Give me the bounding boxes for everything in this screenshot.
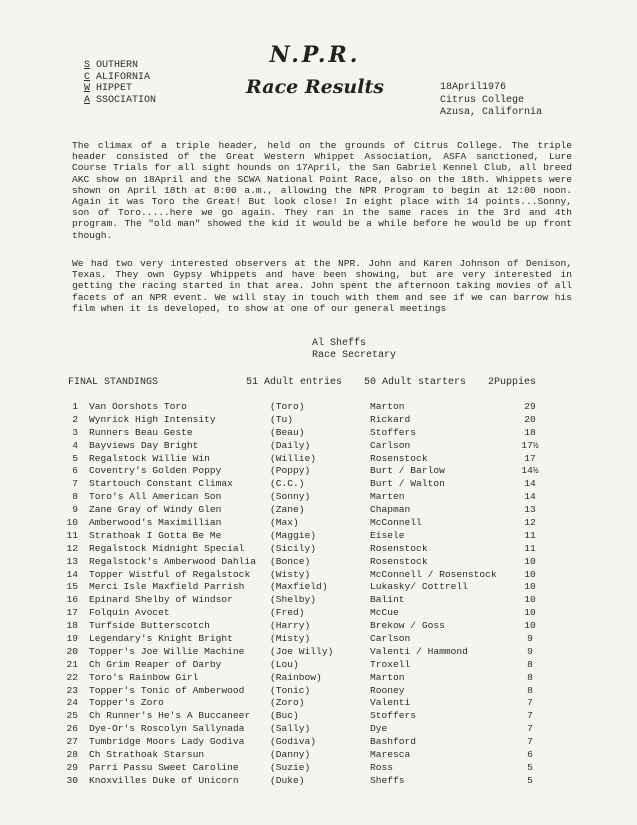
- points: 12: [524, 517, 536, 529]
- call-name: (Harry): [270, 620, 311, 632]
- standings-entries: 51 Adult entries: [246, 377, 343, 388]
- rank: 2: [72, 413, 78, 425]
- dog-name: Ch Runner's He's A Buccaneer: [89, 710, 251, 722]
- owner: Marten: [370, 491, 405, 503]
- owner: Rosenstock: [370, 452, 428, 464]
- standings-row: [60, 581, 560, 594]
- dog-name: Turfside Butterscotch: [89, 620, 210, 632]
- call-name: (Sally): [270, 723, 311, 735]
- signature-name: Al Sheffs: [312, 338, 367, 349]
- owner: Troxell: [370, 658, 411, 670]
- call-name: (Toro): [270, 401, 305, 412]
- points: 10: [524, 607, 536, 619]
- points: 17½: [521, 439, 539, 451]
- call-name: (Duke): [270, 774, 305, 786]
- rank: 29: [66, 761, 78, 773]
- dog-name: Strathoak I Gotta Be Me: [89, 529, 222, 541]
- owner: Ross: [370, 761, 394, 773]
- points: 11: [524, 529, 536, 541]
- call-name: (C.C.): [270, 478, 305, 490]
- standings-row: [60, 491, 560, 504]
- rank: 11: [66, 529, 78, 541]
- masthead-subtitle: Race Results: [246, 76, 384, 98]
- rank: 24: [66, 697, 78, 709]
- points: 10: [524, 581, 536, 593]
- owner: Brekow / Goss: [370, 620, 445, 632]
- dog-name: Wynrick High Intensity: [89, 413, 216, 425]
- call-name: (Daily): [270, 439, 311, 451]
- points: 14: [524, 478, 536, 490]
- owner: Carlson: [370, 439, 411, 451]
- points: 8: [527, 658, 533, 670]
- dog-name: Topper's Zoro: [89, 697, 164, 709]
- points: 7: [527, 723, 533, 735]
- standings-row: [60, 478, 560, 491]
- dog-name: Tumbridge Moors Lady Godiva: [89, 736, 245, 748]
- call-name: (Beau): [270, 426, 305, 438]
- club-line: W HIPPET: [84, 83, 133, 94]
- standings-title: FINAL STANDINGS: [68, 377, 159, 388]
- club-line: A SSOCIATION: [84, 94, 157, 106]
- call-name: (Sicily): [270, 542, 317, 554]
- standings-puppies: 2Puppies: [488, 377, 537, 388]
- owner: Balint: [370, 594, 405, 606]
- rank: 30: [66, 774, 78, 786]
- owner: Rosenstock: [370, 542, 428, 554]
- dog-name: Bayviews Day Bright: [89, 439, 199, 451]
- points: 9: [527, 645, 533, 657]
- standings-row: [60, 530, 560, 543]
- standings-row: [60, 440, 560, 453]
- dog-name: Knoxvilles Duke of Unicorn: [89, 774, 239, 786]
- points: 18: [524, 426, 536, 438]
- standings-row: [60, 659, 560, 672]
- dog-name: Topper's Joe Willie Machine: [89, 645, 245, 657]
- points: 8: [527, 684, 533, 696]
- standings-row: [60, 749, 560, 762]
- owner: Valenti: [370, 697, 411, 709]
- owner: Carlson: [370, 633, 411, 645]
- owner: McConnell: [370, 517, 422, 529]
- points: 5: [527, 774, 533, 786]
- call-name: (Buc): [270, 710, 299, 722]
- owner: Stoffers: [370, 710, 417, 722]
- report-paragraph-1: The climax of a triple header, held on the grounds of Citrus College. The triple header consisted of the Great Western Whippet Association, ASFA sanctioned, Lure Course Trials for all sight hounds on 17April, the San Gabriel Kennel Club, all breed AKC show on 18April and the SCWA National Point Race, also on the 18th. Whippets were shown on April 18th at 8:00 a.m., allowing the NPR Program to begin at 12:00 noon. Again it was Toro the Great! But look close! In eight place with 14 points...Sonny, son of Toro.....here we go again. They ran in the same races in the 3rd and 4th program. The "old man" showed the kid it would be a while before he would be up front though.: [72, 140, 572, 241]
- rank: 4: [72, 439, 78, 451]
- standings-table: [60, 401, 560, 788]
- dog-name: Dye-Or's Roscolyn Sallynada: [89, 723, 245, 735]
- standings-row: [60, 697, 560, 710]
- owner: Marton: [370, 401, 405, 412]
- rank: 18: [66, 620, 78, 632]
- dog-name: Ch Grim Reaper of Darby: [89, 658, 222, 670]
- call-name: (Willie): [270, 452, 317, 464]
- call-name: (Rainbow): [270, 671, 322, 683]
- owner: McConnell / Rosenstock: [370, 568, 497, 580]
- dog-name: Regalstock Willie Win: [89, 452, 210, 464]
- rank: 21: [66, 658, 78, 670]
- dog-name: Coventry's Golden Poppy: [89, 465, 222, 477]
- club-name-block: [84, 60, 156, 106]
- report-paragraph-2: We had two very interested observers at the NPR. John and Karen Johnson of Denison, Texas. They own Gypsy Whippets and have been showing, but are very interested in getting the racing started in that area. John spent the afternoon taking movies of all facets of an NPR event. We will stay in touch with them and see if we can barrow his film when it is developed, to show at one of our general meetings: [72, 258, 572, 314]
- standings-header: [68, 377, 598, 391]
- call-name: (Danny): [270, 749, 311, 761]
- points: 14½: [521, 465, 539, 477]
- dog-name: Runners Beau Geste: [89, 426, 193, 438]
- club-line: C ALIFORNIA: [84, 71, 151, 83]
- rank: 27: [66, 736, 78, 748]
- points: 10: [524, 620, 536, 632]
- rank: 7: [72, 478, 78, 490]
- call-name: (Shelby): [270, 594, 317, 606]
- masthead-title: N.P.R.: [269, 42, 361, 68]
- owner: Eisele: [370, 529, 405, 541]
- standings-row: [60, 646, 560, 659]
- call-name: (Joe Willy): [270, 645, 334, 657]
- standings-row: [60, 723, 560, 736]
- dog-name: Folquin Avocet: [89, 607, 170, 619]
- rank: 9: [72, 504, 78, 516]
- standings-row: [60, 710, 560, 723]
- owner: Lukasky/ Cottrell: [370, 581, 468, 593]
- dog-name: Ch Strathoak Starsun: [89, 749, 205, 761]
- rank: 14: [66, 568, 78, 580]
- standings-row: [60, 736, 560, 749]
- standings-row: [60, 594, 560, 607]
- standings-row: [60, 762, 560, 775]
- owner: Maresca: [370, 749, 411, 761]
- dog-name: Topper Wistful of Regalstock: [89, 568, 251, 580]
- rank: 8: [72, 491, 78, 503]
- dog-name: Toro's Rainbow Girl: [89, 671, 199, 683]
- rank: 13: [66, 555, 78, 567]
- dog-name: Regalstock's Amberwood Dahlia: [89, 555, 256, 567]
- points: 14: [524, 491, 536, 503]
- owner: Marton: [370, 671, 405, 683]
- rank: 5: [72, 452, 78, 464]
- owner: Burt / Walton: [370, 478, 445, 490]
- call-name: (Bonce): [270, 555, 311, 567]
- rank: 6: [72, 465, 78, 477]
- points: 7: [527, 736, 533, 748]
- points: 10: [524, 594, 536, 606]
- rank: 26: [66, 723, 78, 735]
- dog-name: Topper's Tonic of Amberwood: [89, 684, 245, 696]
- call-name: (Wisty): [270, 568, 311, 580]
- rank: 3: [72, 426, 78, 438]
- rank: 28: [66, 749, 78, 761]
- call-name: (Fred): [270, 607, 305, 619]
- masthead: [230, 42, 400, 98]
- standings-row: [60, 453, 560, 466]
- call-name: (Max): [270, 517, 299, 529]
- rank: 1: [72, 401, 78, 412]
- standings-row: [60, 620, 560, 633]
- call-name: (Misty): [270, 633, 311, 645]
- points: 7: [527, 697, 533, 709]
- signature-title: Race Secretary: [312, 350, 397, 361]
- call-name: (Tu): [270, 413, 294, 425]
- standings-row: [60, 504, 560, 517]
- call-name: (Poppy): [270, 465, 311, 477]
- rank: 23: [66, 684, 78, 696]
- standings-row: [60, 414, 560, 427]
- signature-block: [312, 338, 396, 362]
- rank: 19: [66, 633, 78, 645]
- standings-row: [60, 685, 560, 698]
- rank: 15: [66, 581, 78, 593]
- owner: Chapman: [370, 504, 411, 516]
- standings-row: [60, 401, 560, 414]
- owner: Burt / Barlow: [370, 465, 445, 477]
- standings-row: [60, 633, 560, 646]
- rank: 10: [66, 517, 78, 529]
- event-date: 18April1976: [440, 82, 507, 93]
- standings-row: [60, 517, 560, 530]
- call-name: (Maxfield): [270, 581, 328, 593]
- owner: Rosenstock: [370, 555, 428, 567]
- points: 29: [524, 401, 536, 412]
- rank: 25: [66, 710, 78, 722]
- club-line: S OUTHERN: [84, 60, 139, 71]
- rank: 12: [66, 542, 78, 554]
- call-name: (Zane): [270, 504, 305, 516]
- dog-name: Regalstock Midnight Special: [89, 542, 245, 554]
- owner: Rickard: [370, 413, 411, 425]
- call-name: (Godiva): [270, 736, 317, 748]
- owner: Dye: [370, 723, 388, 735]
- call-name: (Zoro): [270, 697, 305, 709]
- dog-name: Startouch Constant Climax: [89, 478, 233, 490]
- standings-row: [60, 672, 560, 685]
- points: 10: [524, 568, 536, 580]
- dog-name: Zane Gray of Windy Glen: [89, 504, 222, 516]
- points: 5: [527, 761, 533, 773]
- standings-row: [60, 775, 560, 788]
- points: 9: [527, 633, 533, 645]
- call-name: (Suzie): [270, 761, 311, 773]
- rank: 20: [66, 645, 78, 657]
- rank: 16: [66, 594, 78, 606]
- standings-row: [60, 556, 560, 569]
- owner: Sheffs: [370, 774, 405, 786]
- points: 11: [524, 542, 536, 554]
- standings-row: [60, 543, 560, 556]
- call-name: (Sonny): [270, 491, 311, 503]
- standings-row: [60, 427, 560, 440]
- owner: Stoffers: [370, 426, 417, 438]
- points: 10: [524, 555, 536, 567]
- points: 7: [527, 710, 533, 722]
- dog-name: Parri Passu Sweet Caroline: [89, 761, 239, 773]
- points: 20: [524, 413, 536, 425]
- standings-row: [60, 465, 560, 478]
- points: 17: [524, 452, 536, 464]
- standings-row: [60, 569, 560, 582]
- owner: Rooney: [370, 684, 405, 696]
- call-name: (Maggie): [270, 529, 317, 541]
- call-name: (Lou): [270, 658, 299, 670]
- dog-name: Legendary's Knight Bright: [89, 633, 233, 645]
- dog-name: Van Oorshots Toro: [89, 401, 187, 412]
- dog-name: Amberwood's Maximillian: [89, 517, 222, 529]
- owner: McCue: [370, 607, 399, 619]
- event-meta: [440, 82, 542, 120]
- standings-row: [60, 607, 560, 620]
- event-location: Azusa, California: [440, 107, 543, 118]
- dog-name: Epinard Shelby of Windsor: [89, 594, 233, 606]
- points: 8: [527, 671, 533, 683]
- call-name: (Tonic): [270, 684, 311, 696]
- points: 6: [527, 749, 533, 761]
- standings-starters: 50 Adult starters: [364, 377, 467, 388]
- owner: Bashford: [370, 736, 417, 748]
- dog-name: Toro's All American Son: [89, 491, 222, 503]
- rank: 22: [66, 671, 78, 683]
- owner: Valenti / Hammond: [370, 645, 468, 657]
- points: 13: [524, 504, 536, 516]
- dog-name: Merci Isle Maxfield Parrish: [89, 581, 245, 593]
- event-venue: Citrus College: [440, 94, 525, 106]
- rank: 17: [66, 607, 78, 619]
